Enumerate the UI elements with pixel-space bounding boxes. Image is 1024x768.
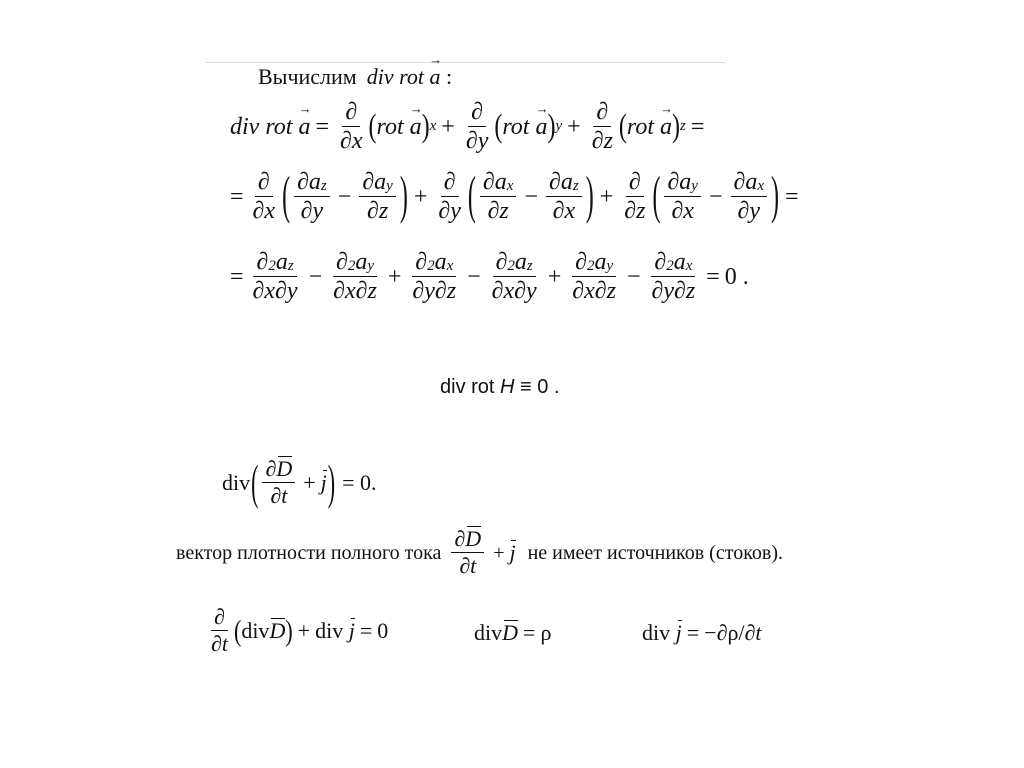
dz-dy-fraction: ∂a z ∂y bbox=[294, 170, 330, 223]
intro-colon: : bbox=[440, 64, 453, 89]
sentence-start: вектор плотности полного тока bbox=[176, 541, 442, 564]
derivation-line-1: div rot a → = $\frac{\partial}{\partial x}$ ( rot a → ) x + $\frac{\partial}{\partial y}$ ( rot a → ) y + $\frac{\partial}{\partial z}$ ( rot a → ) z = bbox=[230, 100, 709, 153]
derivation-intro bbox=[258, 66, 452, 89]
bottom-equation-div-d: div D = ρ bbox=[474, 620, 552, 645]
bottom-equation-div-j: div j = −∂ρ/∂ t bbox=[642, 620, 762, 645]
continuity-equation: div ( ∂ D ∂t + j ) = 0. bbox=[222, 453, 377, 509]
derivation-line-3: = ∂ 2 a z ∂x∂y − ∂ 2 a y ∂x∂z + ∂ 2 a x ∂y∂z − ∂ 2 a z ∂x∂y + ∂ 2 a y ∂x∂z − ∂ 2 a x ∂y∂z = 0 . bbox=[230, 249, 749, 304]
partial-z-operator: $\frac{\partial}{\partial z}$ bbox=[591, 99, 613, 154]
intro-vector-a: a → bbox=[429, 66, 440, 88]
derivation-line-2: = $\frac{\partial}{\partial x}$ ( ∂a z ∂y − ∂a y ∂z ) + $\frac{\partial}{\partial y}$ ( ∂a x ∂z − ∂a z ∂x ) + $\frac{\partial}{\partial z}$ ( ∂a y ∂x − ∂a x ∂y ) = bbox=[230, 167, 799, 226]
result-zero: 0 . bbox=[724, 263, 749, 290]
total-current-sentence: вектор плотности полного тока ∂ D ∂t + j не имеет источников (стоков). bbox=[176, 526, 783, 578]
dy-dz-fraction: ∂a y ∂z bbox=[359, 170, 396, 223]
lhs-vector-a: a → bbox=[298, 115, 310, 139]
top-divider-line bbox=[205, 62, 725, 63]
intro-div-rot: div rot bbox=[366, 64, 430, 89]
identity-statement: div rot H ≡ 0 . bbox=[440, 376, 560, 398]
sentence-end: не имеет источников (стоков). bbox=[527, 541, 783, 564]
bottom-equation-sum: $\frac{\partial}{\partial t}$ ( div D ) + div j = 0 bbox=[211, 604, 389, 656]
partial-y-operator: $\frac{\partial}{\partial y}$ bbox=[465, 99, 489, 154]
intro-word: Вычислим bbox=[258, 64, 357, 89]
lhs-div-rot: div rot bbox=[230, 113, 293, 140]
partial-x-operator: $\frac{\partial}{\partial x}$ bbox=[339, 99, 363, 154]
equals-sign: = bbox=[315, 113, 329, 140]
